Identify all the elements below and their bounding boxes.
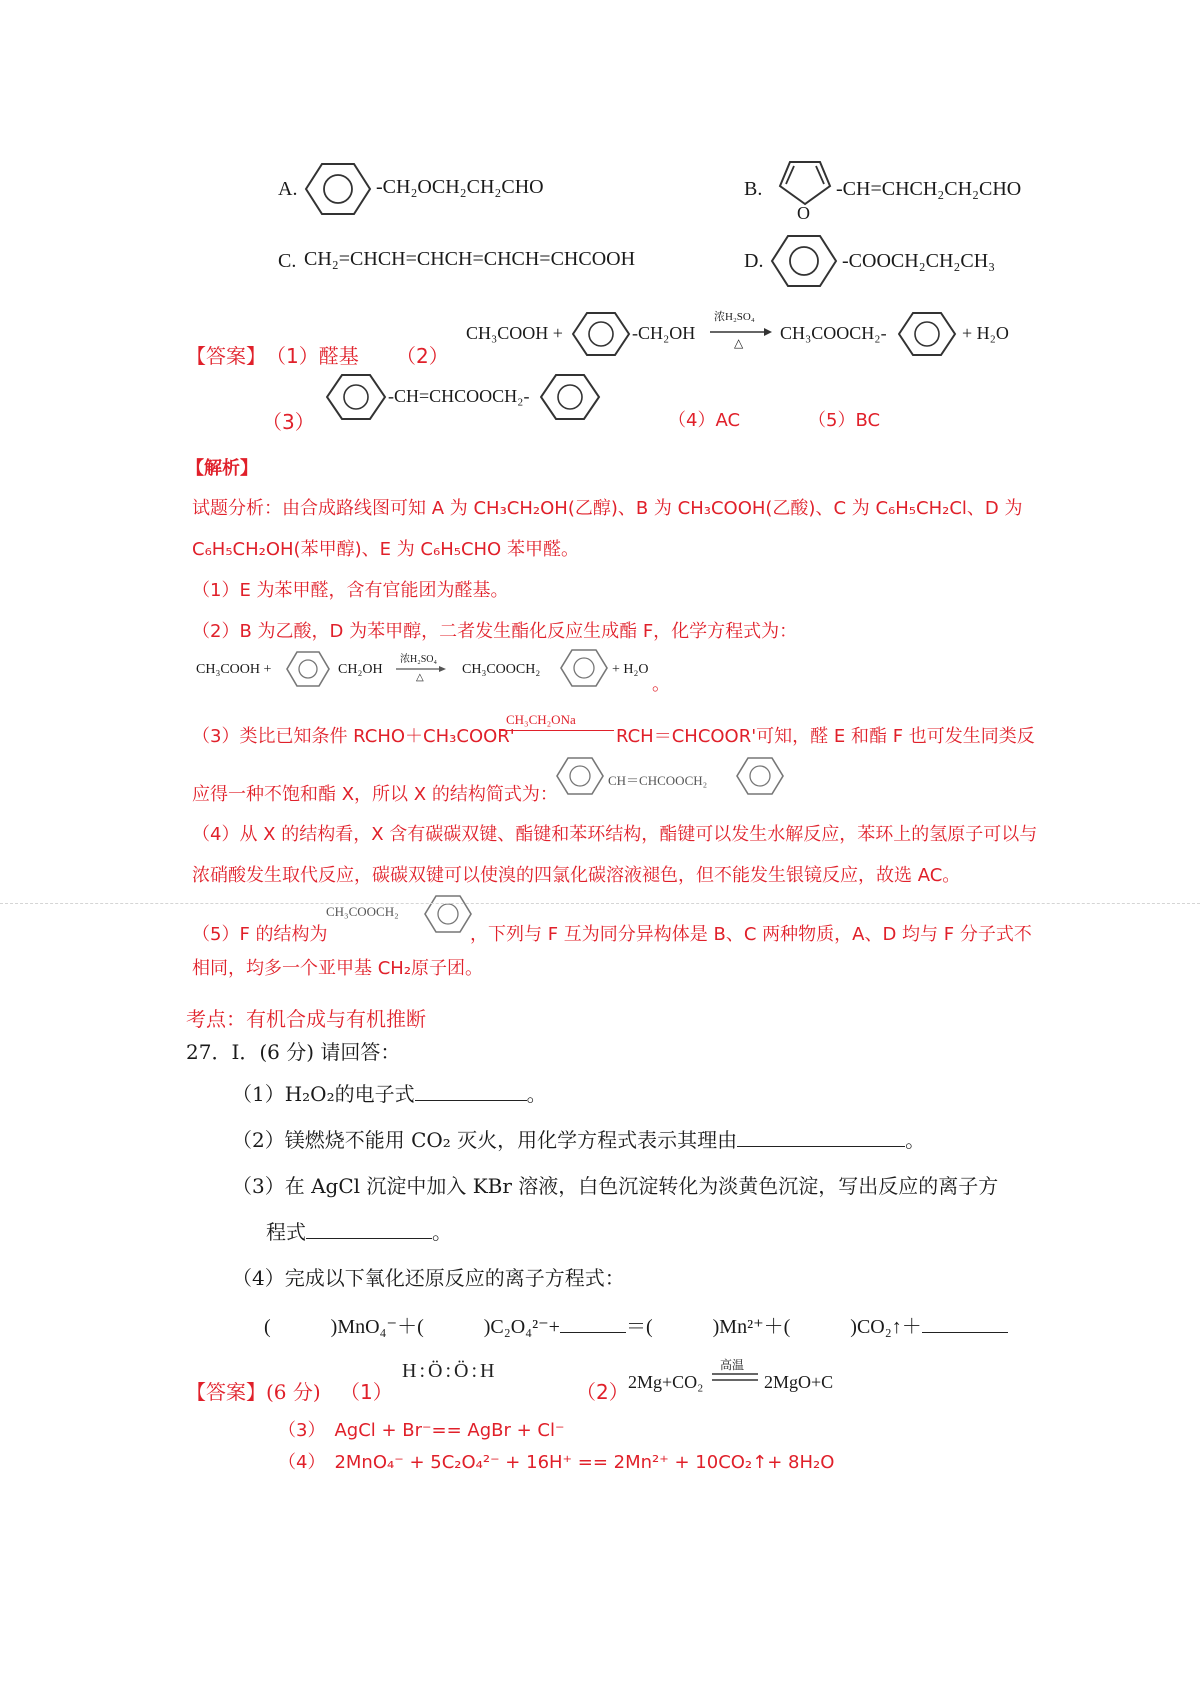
benzene-ring-icon [560, 648, 608, 688]
analysis-line-6-struct: CH＝CHCOOCH₂ [608, 773, 708, 788]
analysis-eq-cond-top: 浓H₂SO₄ [400, 654, 437, 665]
answer2-a1-struct: H:Ö:Ö:H [402, 1360, 498, 1382]
benzene-ring-icon [424, 894, 472, 934]
answer2-a1-label: （1） [340, 1380, 393, 1404]
q27-part3b [266, 1216, 452, 1245]
q27-title: 27．Ⅰ．(6 分) 请回答： [186, 1040, 401, 1064]
answer-blank[interactable] [560, 1314, 626, 1333]
benzene-ring-icon [736, 756, 784, 796]
analysis-eq-left: CH₃COOH + [196, 662, 272, 677]
condition-line [500, 730, 614, 731]
option-a-label: A. [278, 178, 298, 200]
answer-blank[interactable] [415, 1082, 527, 1101]
kaodian: 考点：有机合成与有机推断 [186, 1007, 426, 1031]
analysis-tag: 【解析】 [186, 458, 258, 479]
q27-part2-end: 。 [905, 1128, 926, 1152]
answer2-tag: 【答案】 [186, 1380, 266, 1404]
equals-sign-icon [710, 1372, 760, 1382]
q27-part4-eq [264, 1310, 1008, 1339]
benzene-ring-icon [304, 160, 376, 218]
q27-part3: （3）在 AgCl 沉淀中加入 KBr 溶液，白色沉淀转化为淡黄色沉淀，写出反应的离子方 [232, 1174, 999, 1198]
option-d-label: D. [744, 250, 764, 272]
analysis-line-3: （1）E 为苯甲醛，含有官能团为醛基。 [192, 580, 509, 601]
analysis-eq-cond-bottom: △ [416, 672, 424, 683]
analysis-line-4: （2）B 为乙酸，D 为苯甲醇，二者发生酯化反应生成酯 F，化学方程式为： [192, 621, 798, 642]
page-divider [0, 903, 1200, 904]
answer-blank[interactable] [306, 1220, 432, 1239]
q27-part2-text: （2）镁燃烧不能用 CO₂ 灭火，用化学方程式表示其理由 [232, 1128, 738, 1152]
q27-part1-end: 。 [526, 1082, 547, 1106]
eq-right: CH₃COOCH₂- [780, 323, 887, 343]
analysis-line-7: （4）从 X 的结构看，X 含有碳碳双键、酯键和苯环结构，酯键可以发生水解反应，苯环上的氢原子可以与 [192, 824, 1038, 845]
option-c-formula: CH₂=CHCH=CHCH=CHCH=CHCOOH [304, 248, 636, 270]
benzene-ring-icon [770, 232, 842, 290]
analysis-line-5-cond: CH₃CH₂ONa [506, 712, 576, 727]
answer2-a2-label: （2） [576, 1380, 629, 1404]
eq-mid: -CH₂OH [632, 323, 696, 343]
eq-tail: + H₂O [962, 323, 1009, 343]
answer2-a3: （3） AgCl + Br⁻== AgBr + Cl⁻ [278, 1420, 565, 1441]
benzene-ring-icon [898, 310, 958, 358]
eq-cond-top: 浓H₂SO₄ [714, 311, 755, 323]
option-b-label: B. [744, 178, 763, 200]
analysis-line-5b: RCH＝CHCOOR'可知，醛 E 和酯 F 也可发生同类反 [616, 726, 1035, 747]
answer2-a2-right: 2MgO+C [764, 1372, 834, 1392]
analysis-eq-tail: + H₂O [612, 662, 649, 677]
answer-q2-label: （2） [396, 344, 449, 368]
answer-blank[interactable] [737, 1128, 905, 1147]
option-a-formula: -CH₂OCH₂CH₂CHO [376, 176, 544, 198]
analysis-eq-right: CH₃COOCH₂ [462, 662, 541, 677]
q27-part3b-text: 程式 [266, 1220, 306, 1244]
analysis-line-1: 试题分析：由合成路线图可知 A 为 CH₃CH₂OH(乙醇)、B 为 CH₃COOH(乙酸)、C 为 C₆H₅CH₂Cl、D 为 [192, 498, 1023, 519]
q27-part2 [232, 1124, 925, 1153]
answer-tag: 【答案】 [186, 344, 266, 368]
analysis-line-6: 应得一种不饱和酯 X，所以 X 的结构简式为： [192, 784, 558, 805]
answer-blank[interactable] [922, 1314, 1008, 1333]
analysis-eq-mid: CH₂OH [338, 662, 383, 677]
q27-part4: （4）完成以下氧化还原反应的离子方程式： [232, 1266, 625, 1290]
answer2-a2-cond: 高温 [720, 1358, 745, 1372]
answer-q3-formula: -CH=CHCOOCH₂- [388, 386, 530, 406]
analysis-line-10: 相同，均多一个亚甲基 CH₂原子团。 [192, 958, 484, 979]
answer-q3-label: （3） [262, 410, 315, 434]
analysis-eq-end: 。 [652, 674, 670, 695]
option-c-label: C. [278, 250, 297, 272]
q27-part4-eq-left: ( )MnO₄⁻＋( )C₂O₄²⁻+ [264, 1316, 560, 1338]
answer2-a2-left: 2Mg+CO₂ [628, 1372, 704, 1392]
analysis-line-5a: （3）类比已知条件 RCHO＋CH₃COOR' [192, 726, 515, 747]
q27-part1 [232, 1078, 547, 1107]
analysis-line-8: 浓硝酸发生取代反应，碳碳双键可以使溴的四氯化碳溶液褪色，但不能发生银镜反应，故选 AC。 [192, 865, 961, 886]
furan-oxygen: O [797, 203, 810, 223]
eq-left: CH₃COOH + [466, 323, 563, 343]
option-b-formula: -CH=CHCH₂CH₂CHO [836, 178, 1022, 200]
answer-q4: （4）AC [668, 410, 741, 431]
benzene-ring-icon [572, 310, 632, 358]
q27-part4-eq-right: ＝( )Mn²⁺＋( )CO₂↑＋ [625, 1316, 922, 1338]
q27-part3b-end: 。 [432, 1220, 452, 1244]
benzene-ring-icon [540, 372, 602, 422]
analysis-line-9a: （5）F 的结构为 [192, 924, 328, 945]
benzene-ring-icon [326, 372, 388, 422]
analysis-line-9b: ，下列与 F 互为同分异构体是 B、C 两种物质，A、D 均与 F 分子式不 [470, 924, 1032, 945]
analysis-line-2: C₆H₅CH₂OH(苯甲醇)、E 为 C₆H₅CHO 苯甲醛。 [192, 539, 579, 560]
analysis-line-9-struct: CH₃COOCH₂ [326, 904, 399, 919]
answer-q1: （1）醛基 [266, 344, 359, 368]
benzene-ring-icon [556, 756, 604, 796]
benzene-ring-icon [286, 650, 330, 688]
q27-part1-text: （1）H₂O₂的电子式 [232, 1082, 415, 1106]
answer2-a4: （4） 2MnO₄⁻ + 5C₂O₄²⁻ + 16H⁺ == 2Mn²⁺ + 10CO₂↑+ 8H₂O [278, 1452, 835, 1473]
option-d-formula: -COOCH₂CH₂CH₃ [842, 250, 996, 272]
answer-q5: （5）BC [808, 410, 881, 431]
eq-cond-bottom: △ [734, 336, 744, 350]
answer2-score: (6 分) [266, 1380, 321, 1404]
